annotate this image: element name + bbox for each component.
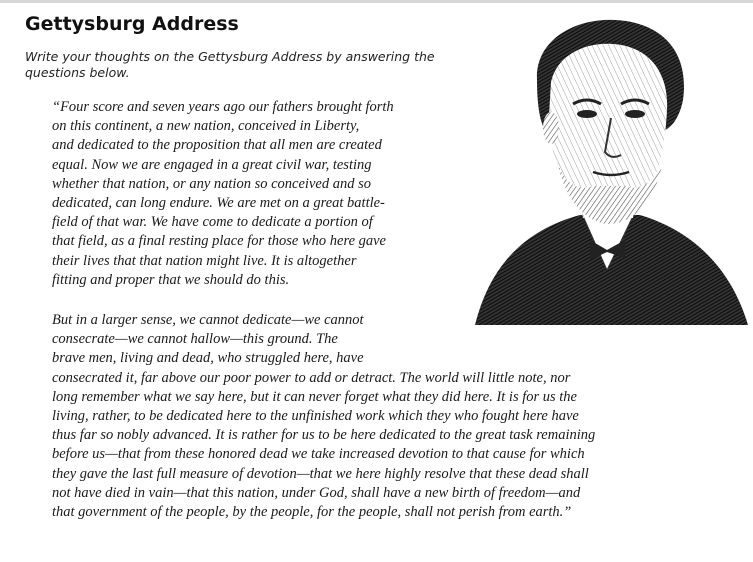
speech-line: fitting and proper that we should do this.: [52, 271, 290, 288]
speech-line: brave men, living and dead, who struggled here, have: [52, 350, 364, 367]
speech-line: field of that war. We have come to dedicate a portion of: [52, 214, 373, 231]
speech-line: thus far so nobly advanced. It is rather for us to be here dedicated to the great task remaining: [52, 427, 596, 444]
speech-line: and dedicated to the proposition that all men are created: [52, 137, 382, 154]
speech-line: But in a larger sense, we cannot dedicate—we cannot: [52, 312, 364, 328]
speech-line: not have died in vain—that this nation, under God, shall have a new birth of freedom—and: [52, 484, 581, 501]
speech-line: before us—that from these honored dead we take increased devotion to that cause for which: [52, 446, 585, 463]
page-title: Gettysburg Address: [25, 13, 239, 35]
top-rule: [0, 0, 753, 3]
speech-line: on this continent, a new nation, conceived in Liberty,: [52, 118, 360, 135]
speech-line: equal. Now we are engaged in a great civil war, testing: [52, 156, 372, 173]
speech-line: dedicated, can long endure. We are met on a great battle-: [52, 195, 385, 212]
speech-line: whether that nation, or any nation so conceived and so: [52, 175, 371, 192]
speech-line: consecrated it, far above our poor power to add or detract. The world will little note, nor: [52, 369, 571, 386]
speech-paragraph: [52, 98, 394, 290]
speech-line: consecrate—we cannot hallow—this ground. The: [52, 331, 338, 348]
speech-line: living, rather, to be dedicated here to the unfinished work which they who fought here have: [52, 408, 579, 425]
speech-line: their lives that that nation might live. It is altogether: [52, 252, 357, 269]
speech-line: that field, as a final resting place for those who here gave: [52, 233, 386, 250]
speech-line: that government of the people, by the people, for the people, shall not perish from earth.”: [52, 504, 572, 521]
speech-line: long remember what we say here, but it can never forget what they did here. It is for us the: [52, 388, 577, 405]
instructions-line: Write your thoughts on the Gettysburg Address by answering the: [25, 49, 435, 64]
speech-paragraph: [52, 311, 595, 522]
speech-line: they gave the last full measure of devotion—that we here highly resolve that these dead shall: [52, 465, 589, 482]
instructions-line: questions below.: [25, 65, 130, 80]
speech-line: “Four score and seven years ago our fathers brought forth: [52, 99, 394, 115]
instructions: [25, 49, 435, 81]
portrait-illustration: [465, 10, 750, 325]
